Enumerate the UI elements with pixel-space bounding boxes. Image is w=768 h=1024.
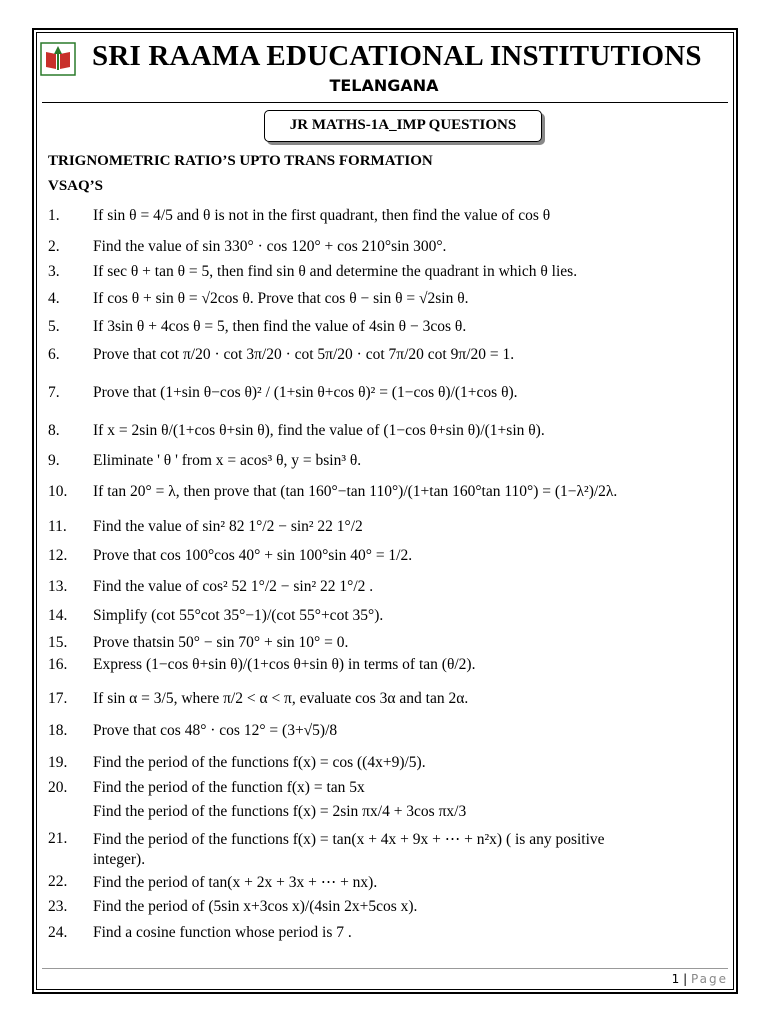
- question-number: 4.: [48, 290, 60, 307]
- topic-heading: TRIGNOMETRIC RATIO’S UPTO TRANS FORMATION: [48, 153, 433, 169]
- question-number: 17.: [48, 690, 68, 707]
- question-number: 2.: [48, 238, 60, 255]
- question-text: If 3sin θ + 4cos θ = 5, then find the value of 4sin θ − 3cos θ.: [93, 318, 467, 335]
- question-text: If x = 2sin θ/(1+cos θ+sin θ), find the value of (1−cos θ+sin θ)/(1+sin θ).: [93, 422, 545, 439]
- question-text: Find the period of the function f(x) = tan 5x: [93, 779, 365, 796]
- question-number: 19.: [48, 754, 68, 771]
- question-number: 21.: [48, 830, 68, 847]
- question-text: Find the value of sin² 82 1°/2 − sin² 22 1°/2: [93, 518, 363, 535]
- question-number: 22.: [48, 873, 68, 890]
- question-number: 5.: [48, 318, 60, 335]
- page-label: Page: [690, 972, 728, 986]
- question-text: Prove that cos 100°cos 40° + sin 100°sin 40° = 1/2.: [93, 547, 413, 564]
- question-text: Eliminate ' θ ' from x = acos³ θ, y = bsin³ θ.: [93, 452, 362, 469]
- question-text: Find the value of sin 330° · cos 120° + cos 210°sin 300°.: [93, 238, 447, 255]
- state-name: TELANGANA: [329, 76, 439, 95]
- question-text: Find the period of tan(x + 2x + 3x + ⋯ + nx).: [93, 874, 378, 891]
- header-divider: [42, 102, 728, 103]
- question-text: integer).: [93, 851, 146, 868]
- question-number: 13.: [48, 578, 68, 595]
- footer-divider: [42, 968, 728, 969]
- question-text: Prove that (1+sin θ−cos θ)² / (1+sin θ+cos θ)² = (1−cos θ)/(1+cos θ).: [93, 384, 518, 401]
- question-text: If sec θ + tan θ = 5, then find sin θ and determine the quadrant in which θ lies.: [93, 263, 578, 280]
- subject-title-box: JR MATHS-1A_IMP QUESTIONS: [264, 110, 542, 142]
- question-text: Find the period of (5sin x+3cos x)/(4sin 2x+5cos x).: [93, 898, 418, 915]
- question-text: Express (1−cos θ+sin θ)/(1+cos θ+sin θ) in terms of tan (θ/2).: [93, 656, 476, 673]
- question-number: 10.: [48, 483, 68, 500]
- question-text: If cos θ + sin θ = √2cos θ. Prove that cos θ − sin θ = √2sin θ.: [93, 290, 469, 307]
- institution-name: SRI RAAMA EDUCATIONAL INSTITUTIONS: [92, 40, 702, 72]
- question-number: 24.: [48, 924, 68, 941]
- question-number: 15.: [48, 634, 68, 651]
- question-text: Simplify (cot 55°cot 35°−1)/(cot 55°+cot 35°).: [93, 607, 384, 624]
- question-text: Prove thatsin 50° − sin 70° + sin 10° = 0.: [93, 634, 349, 651]
- question-number: 12.: [48, 547, 68, 564]
- question-text: If tan 20° = λ, then prove that (tan 160°−tan 110°)/(1+tan 160°tan 110°) = (1−λ²)/2λ.: [93, 483, 618, 500]
- question-number: 3.: [48, 263, 60, 280]
- question-number: 16.: [48, 656, 68, 673]
- section-heading: VSAQ’S: [48, 178, 104, 194]
- question-text: Prove that cos 48° · cos 12° = (3+√5)/8: [93, 722, 338, 739]
- page-number-value: 1: [671, 972, 680, 986]
- question-number: 1.: [48, 207, 60, 224]
- institution-logo: [40, 42, 76, 76]
- question-text: If sin θ = 4/5 and θ is not in the first quadrant, then find the value of cos θ: [93, 207, 551, 224]
- question-text: Find the period of the functions f(x) = cos ((4x+9)/5).: [93, 754, 426, 771]
- question-number: 6.: [48, 346, 60, 363]
- question-text: Find the value of cos² 52 1°/2 − sin² 22 1°/2 .: [93, 578, 374, 595]
- question-number: 11.: [48, 518, 67, 535]
- question-number: 23.: [48, 898, 68, 915]
- question-number: 7.: [48, 384, 60, 401]
- question-text: Find the period of the functions f(x) = 2sin πx/4 + 3cos πx/3: [93, 803, 467, 820]
- question-text: If sin α = 3/5, where π/2 < α < π, evaluate cos 3α and tan 2α.: [93, 690, 469, 707]
- page-number: [672, 972, 728, 986]
- question-number: 14.: [48, 607, 68, 624]
- question-number: 9.: [48, 452, 60, 469]
- question-number: 8.: [48, 422, 60, 439]
- question-text: Find the period of the functions f(x) = tan(x + 4x + 9x + ⋯ + n²x) ( is any positive: [93, 831, 605, 848]
- question-number: 20.: [48, 779, 68, 796]
- question-text: Prove that cot π/20 · cot 3π/20 · cot 5π/20 · cot 7π/20 cot 9π/20 = 1.: [93, 346, 515, 363]
- page-number-separator: |: [683, 972, 688, 986]
- question-number: 18.: [48, 722, 68, 739]
- question-text: Find a cosine function whose period is 7 .: [93, 924, 352, 941]
